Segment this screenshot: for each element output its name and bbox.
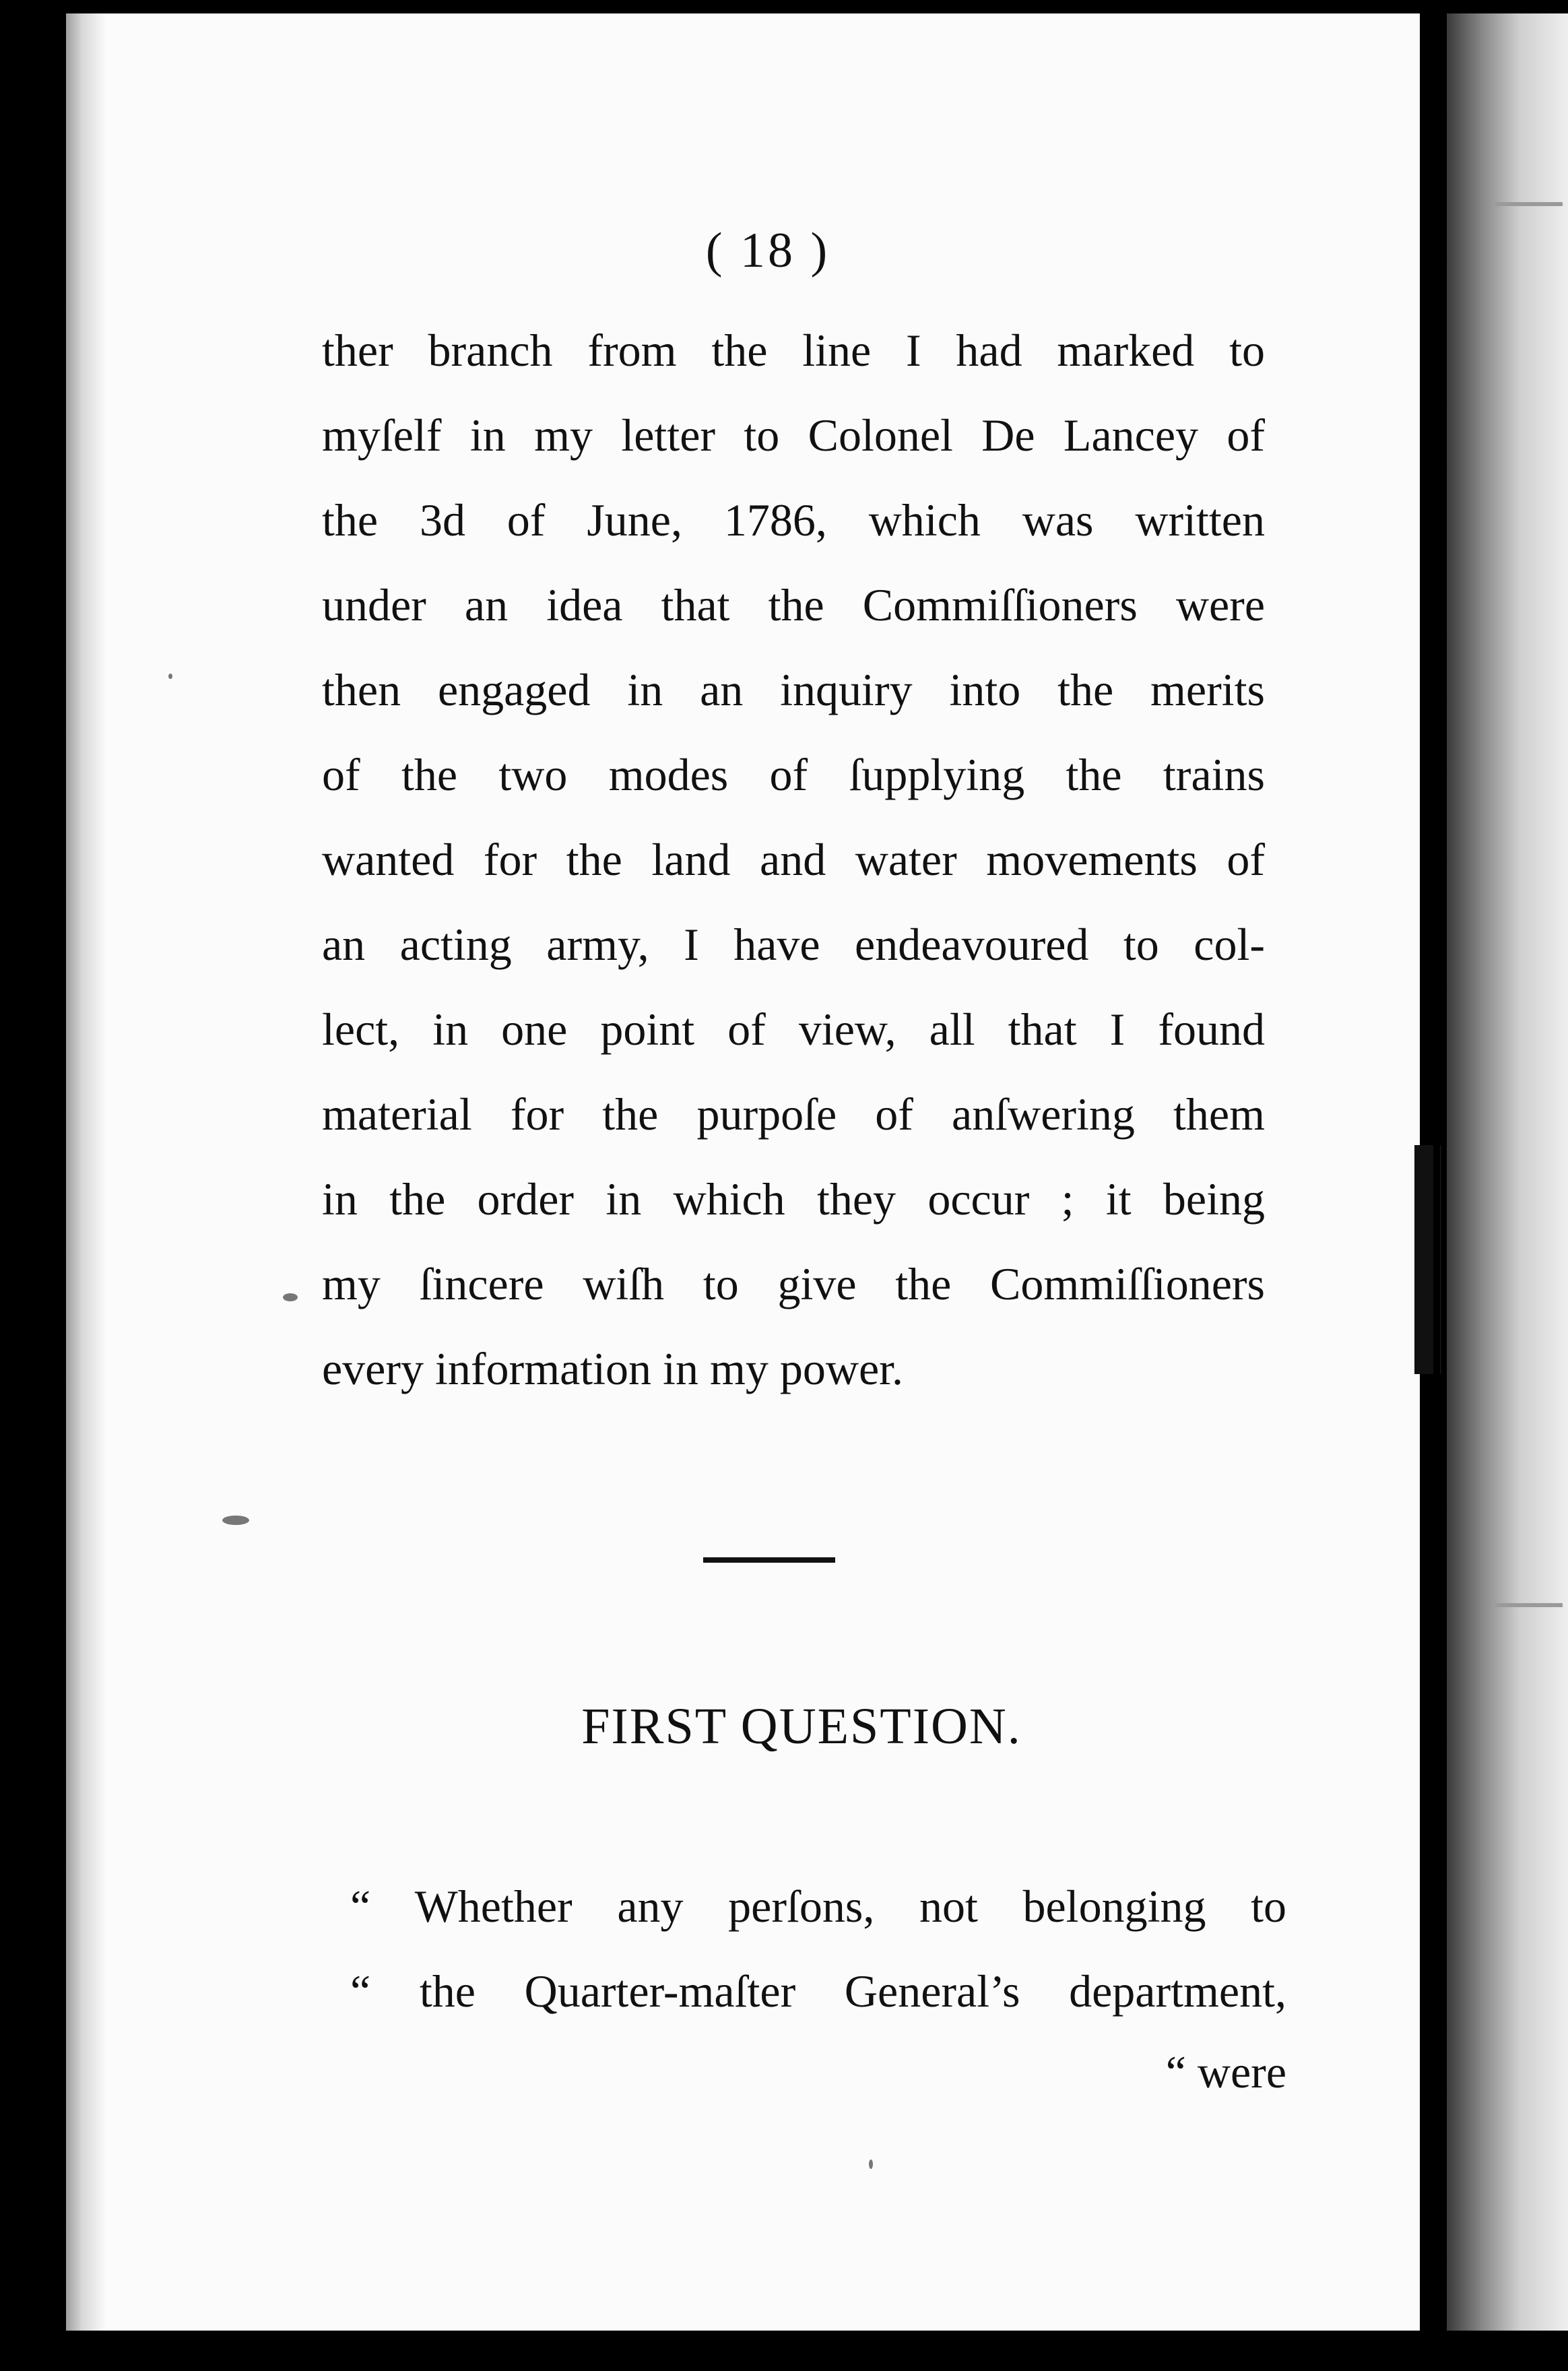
- text-line: then engaged in an inquiry into the merits: [322, 664, 1265, 715]
- text-line: lect, in one point of view, all that I found: [322, 1004, 1265, 1055]
- text-line: the 3d of June, 1786, which was written: [322, 494, 1265, 546]
- section-divider: [703, 1557, 835, 1563]
- paper-speck: [222, 1516, 249, 1525]
- text-line: under an idea that the Commiſſioners were: [322, 579, 1265, 630]
- facing-page-edge: [1447, 13, 1568, 2331]
- section-heading: FIRST QUESTION.: [581, 1698, 1022, 1755]
- text-line: every information in my power.: [322, 1343, 904, 1394]
- page-number: ( 18 ): [705, 223, 830, 278]
- paper-speck: [869, 2159, 873, 2169]
- text-line: wanted for the land and water movements of: [322, 834, 1265, 885]
- question-line: “ Whether any perſons, not belonging to: [350, 1881, 1286, 1932]
- text-line: myſelf in my letter to Colonel De Lancey of: [322, 410, 1265, 461]
- text-line: of the two modes of ſupplying the trains: [322, 749, 1265, 800]
- gutter-line: [1433, 20, 1440, 2331]
- text-line: material for the purpoſe of anſwering them: [322, 1089, 1265, 1140]
- question-line: “ the Quarter-maſter General’s department,: [350, 1966, 1286, 2017]
- text-line: in the order in which they occur ; it being: [322, 1173, 1265, 1225]
- paper-speck: [168, 674, 172, 679]
- text-line: my ſincere wiſh to give the Commiſſioners: [322, 1258, 1265, 1309]
- paper-speck: [283, 1293, 298, 1301]
- text-line: an acting army, I have endeavoured to col-: [322, 919, 1265, 970]
- facing-page-bleed: [1495, 1603, 1563, 1607]
- facing-page-bleed: [1495, 202, 1563, 206]
- page-binding-shadow: [66, 13, 106, 2331]
- text-line: ther branch from the line I had marked to: [322, 325, 1265, 376]
- catchword: “ were: [1165, 2046, 1286, 2098]
